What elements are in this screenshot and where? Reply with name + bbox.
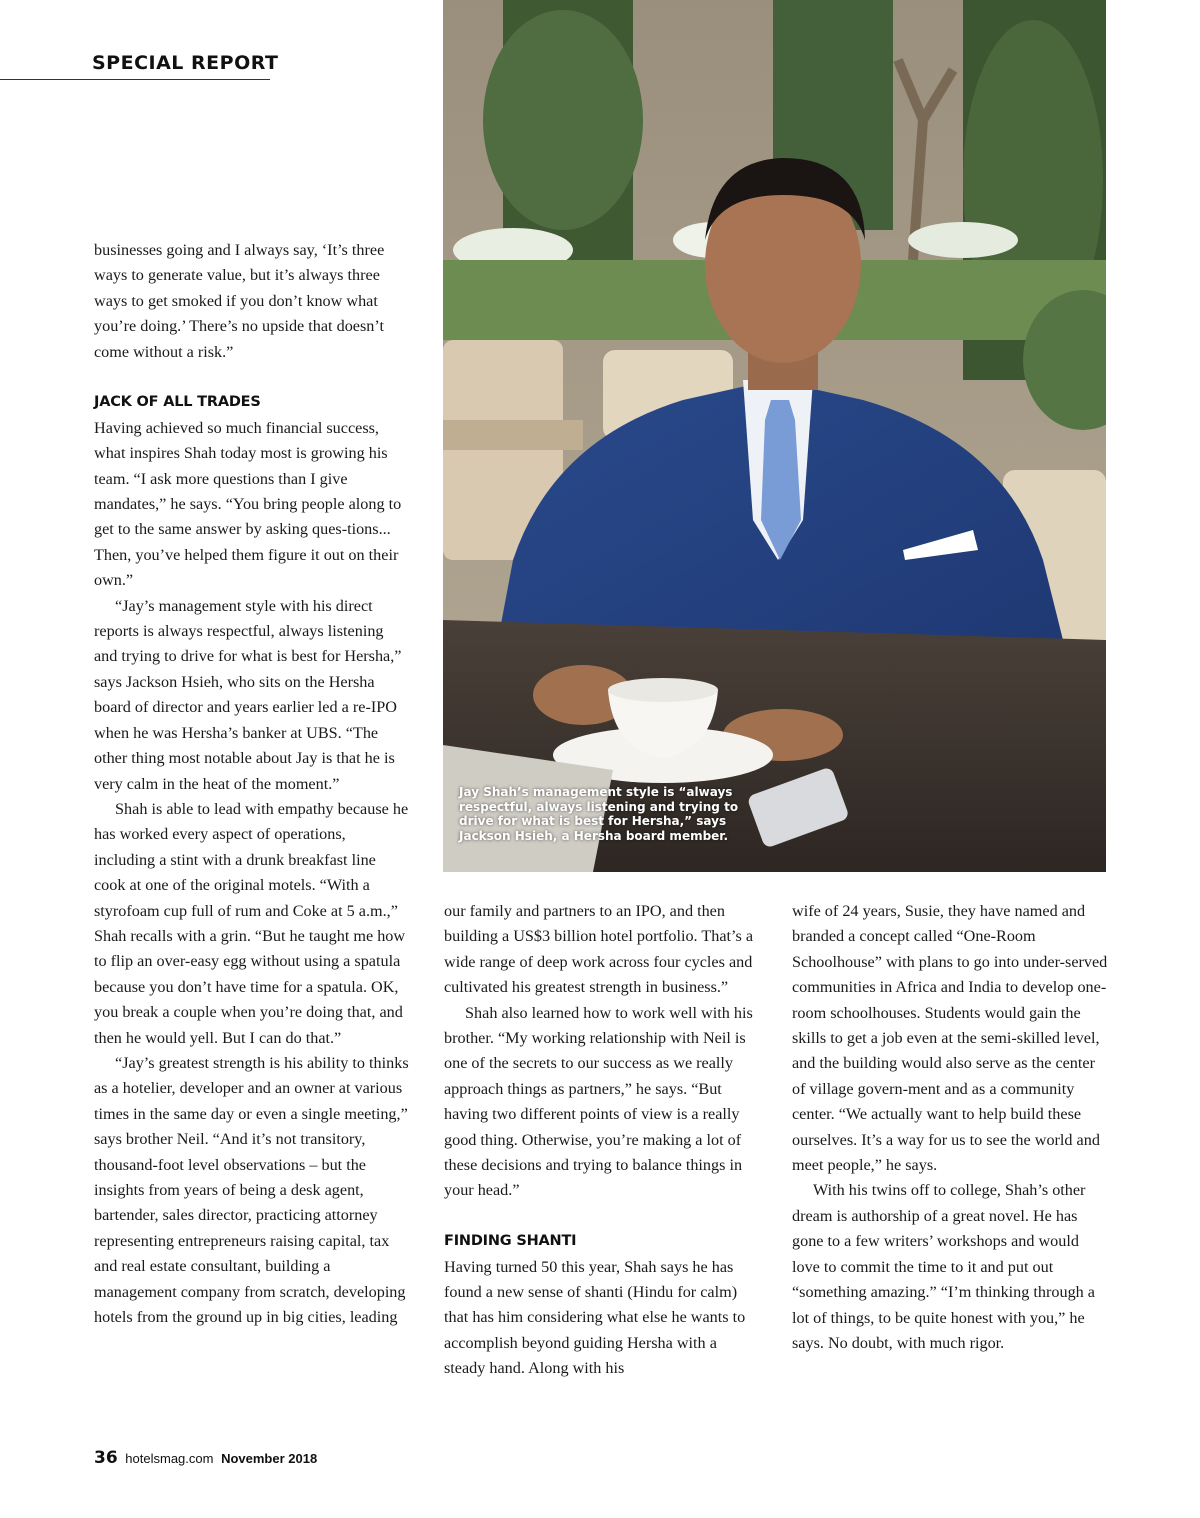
paragraph: Shah also learned how to work well with his brother. “My working relationship with Neil is one of the secrets to our success as we really approach things as partners,” he says. “But having two different points of view is a really good thing. Otherwise, you’re making a lot of these decisions and trying to balance things in your head.” xyxy=(444,1003,753,1200)
paragraph: our family and partners to an IPO, and then building a US$3 billion hotel portfolio. That’s a wide range of deep work across four cycles and cultivated his greatest strength in business.” xyxy=(444,902,754,997)
photo-caption: Jay Shah’s management style is “always respectful, always listening and trying to drive for what is best for Hersha,” says Jackson Hsieh, a Hersha board member. xyxy=(459,785,739,843)
paragraph: “Jay’s management style with his direct reports is always respectful, always listening and trying to drive for what is best for Hersha,” says Jackson Hsieh, who sits on the Hersha board of director and years earlier led a re-IPO when he was Hersha’s banker at UBS. “The other thing most notable about Jay is that he is very calm in the heat of the moment.” xyxy=(94,596,402,793)
article-column-1 xyxy=(94,238,410,1330)
portrait-photo xyxy=(443,0,1106,872)
subhead-finding-shanti: FINDING SHANTI xyxy=(444,1233,577,1250)
article-column-2 xyxy=(444,899,760,1382)
paragraph: With his twins off to college, Shah’s other dream is authorship of a great novel. He has gone to a few writers’ workshops and would love to commit the time to it and put out “something amazing.” “I’m thinking through a lot of things, to be quite honest with you,” he says. No doubt, with much rigor. xyxy=(792,1181,1095,1352)
paragraph: Having turned 50 this year, Shah says he has found a new sense of shanti (Hindu for calm) that has him considering what else he wants to accomplish beyond guiding Hersha with a steady hand. Along with his xyxy=(444,1257,746,1378)
page-number: 36 xyxy=(94,1448,118,1468)
article-column-3 xyxy=(792,899,1108,1356)
paragraph: businesses going and I always say, ‘It’s three ways to generate value, but it’s always three ways to get smoked if you don’t know what you’re doing.’ There’s no upside that doesn’t come without a risk.” xyxy=(94,241,385,361)
footer-site: hotelsmag.com xyxy=(125,1451,214,1466)
paragraph: “Jay’s greatest strength is his ability to thinks as a hotelier, developer and an owner at various times in the same day or even a single meeting,” says brother Neil. “And it’s not transitory, thousand-foot level observations – but the insights from years of being a desk agent, bartender, sales director, practicing attorney representing entrepreneurs raising capital, tax and real estate consultant, building a management company from scratch, developing hotels from the ground up in big cities, leading xyxy=(94,1053,409,1327)
subhead-jack-of-all-trades: JACK OF ALL TRADES xyxy=(94,394,261,411)
paragraph: Having achieved so much financial success, what inspires Shah today most is growing his team. “I ask more questions than I give mandates,” he says. “You bring people along to get to the same answer by asking ques-tions... Then, you’ve helped them figure it out on their own.” xyxy=(94,418,402,590)
section-label: SPECIAL REPORT xyxy=(92,52,279,74)
paragraph: wife of 24 years, Susie, they have named and branded a concept called “One-Room Schoolhouse” with plans to go into under-served communities in Africa and India to develop one-room schoolhouses. Students would gain the skills to get a job even at the semi-skilled level, and the building would also serve as the center of village govern-ment and as a community center. “We actually want to help build these ourselves. It’s a way for us to see the world and meet people,” he says. xyxy=(792,902,1108,1175)
footer-date: November 2018 xyxy=(221,1451,318,1466)
section-rule xyxy=(0,79,270,80)
page-footer xyxy=(94,1448,317,1468)
paragraph: Shah is able to lead with empathy because he has worked every aspect of operations, including a stint with a drunk breakfast line cook at one of the original motels. “With a styrofoam cup full of rum and Coke at 5 a.m.,” Shah recalls with a grin. “But he taught me how to flip an over-easy egg without using a spatula because you don’t have time for a spatula. OK, you break a couple when you’re doing that, and then he would yell. But I can do that.” xyxy=(94,799,409,1047)
